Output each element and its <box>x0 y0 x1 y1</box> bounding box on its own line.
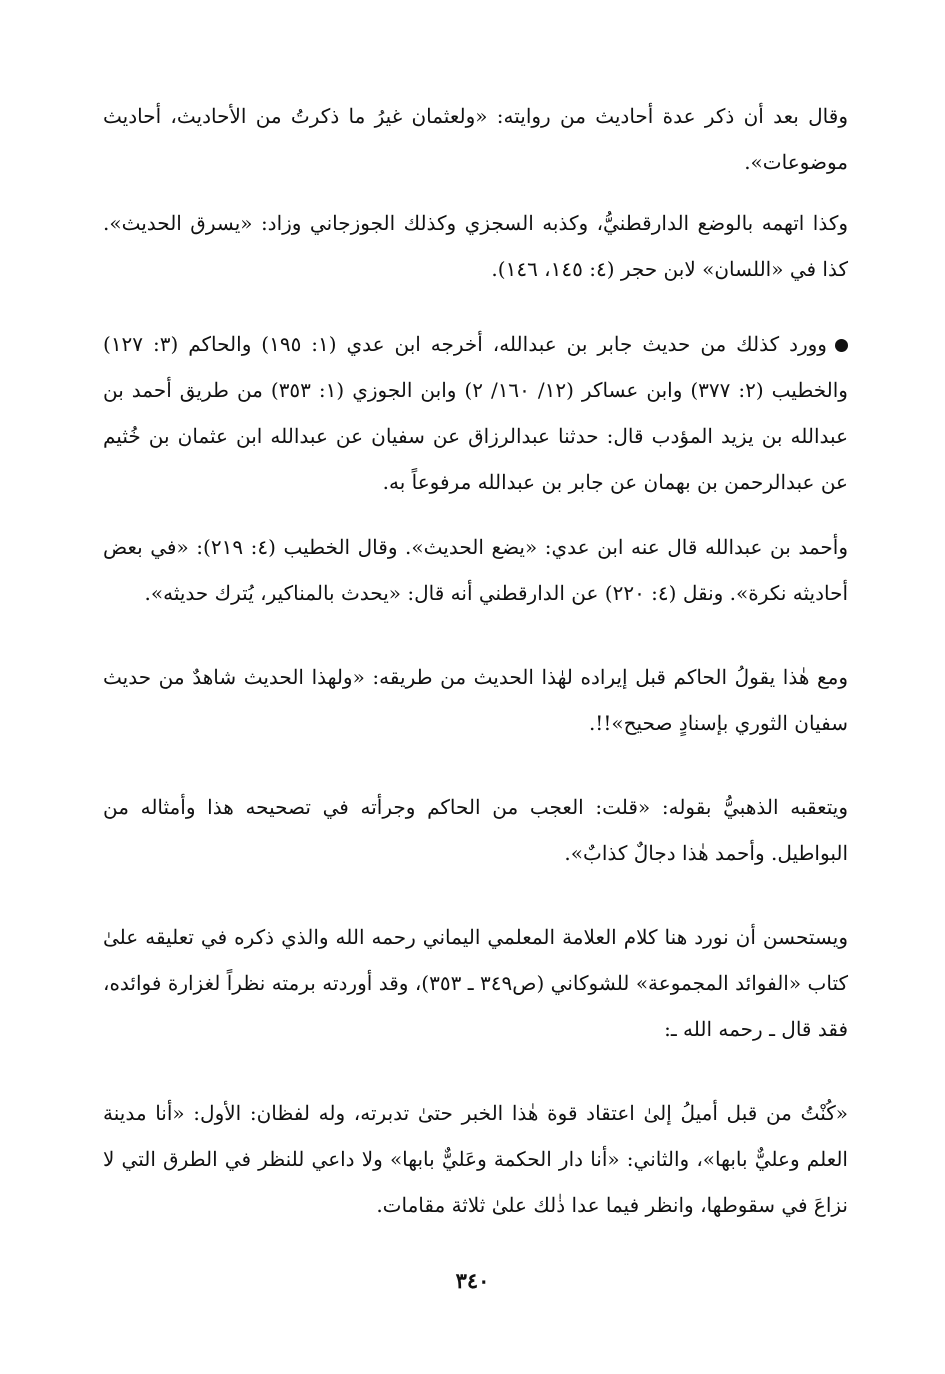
paragraph-5: ومع هٰذا يقولُ الحاكم قبل إيراده لهٰذا الحديث من طريقه: «ولهذا الحديث شاهدٌ من حديث سفيان الثوري بإسنادٍ صحيح»!!. <box>103 665 848 735</box>
page-number: ٣٤٠ <box>455 1268 490 1293</box>
paragraph-6: ويتعقبه الذهبيُّ بقوله: «قلت: العجب من الحاكم وجرأته في تصحيحه هذا وأمثاله من البواطيل. وأحمد هٰذا دجالٌ كذابٌ». <box>103 795 848 865</box>
paragraph-2: وكذا اتهمه بالوضع الدارقطنيُّ، وكذبه السجزي وكذلك الجوزجاني وزاد: «يسرق الحديث». كذا في «اللسان» لابن حجر (٤: ١٤٥، ١٤٦). <box>103 211 848 281</box>
paragraph-3 <box>103 321 848 505</box>
bullet-icon <box>835 339 848 352</box>
paragraph-1: وقال بعد أن ذكر عدة أحاديث من روايته: «ولعثمان غيرُ ما ذكرتُ من الأحاديث، أحاديث موضوعات». <box>103 104 848 174</box>
page-content <box>103 93 848 1228</box>
paragraph-7: ويستحسن أن نورد هنا كلام العلامة المعلمي اليماني رحمه الله والذي ذكره في تعليقه علىٰ كتاب «الفوائد المجموعة» للشوكاني (ص٣٤٩ ـ ٣٥٣)، وقد أوردته برمته نظراً لغزارة فوائده، فقد قال ـ رحمه الله ـ: <box>103 925 848 1041</box>
paragraph-4: وأحمد بن عبدالله قال عنه ابن عدي: «يضع الحديث». وقال الخطيب (٤: ٢١٩): «في بعض أحاديثه نكرة». ونقل (٤: ٢٢٠) عن الدارقطني أنه قال: «يحدث بالمناكير، يُترك حديثه». <box>103 535 848 605</box>
paragraph-8: «كُنْتُ من قبل أميلُ إلىٰ اعتقاد قوة هٰذا الخبر حتىٰ تدبرته، وله لفظان: الأول: «أنا مدينة العلم وعليٌّ بابها»، والثاني: «أنا دار الحكمة وعَليٌّ بابها» ولا داعي للنظر في الطرق التي لا نزاعَ في سقوطها، وانظر فيما عدا ذٰلك علىٰ ثلاثة مقامات. <box>103 1101 848 1217</box>
paragraph-3-text: وورد كذلك من حديث جابر بن عبدالله، أخرجه ابن عدي (١: ١٩٥) والحاكم (٣: ١٢٧) والخطيب (٢: ٣٧٧) وابن عساكر (١٢/ ١٦٠/ ٢) وابن الجوزي (١: ٣٥٣) من طريق أحمد بن عبدالله بن يزيد المؤدب قال: حدثنا عبدالرزاق عن سفيان عن عبدالله ابن عثمان بن خُثيم عن عبدالرحمن بن بهمان عن جابر بن عبدالله مرفوعاً به. <box>103 332 848 494</box>
